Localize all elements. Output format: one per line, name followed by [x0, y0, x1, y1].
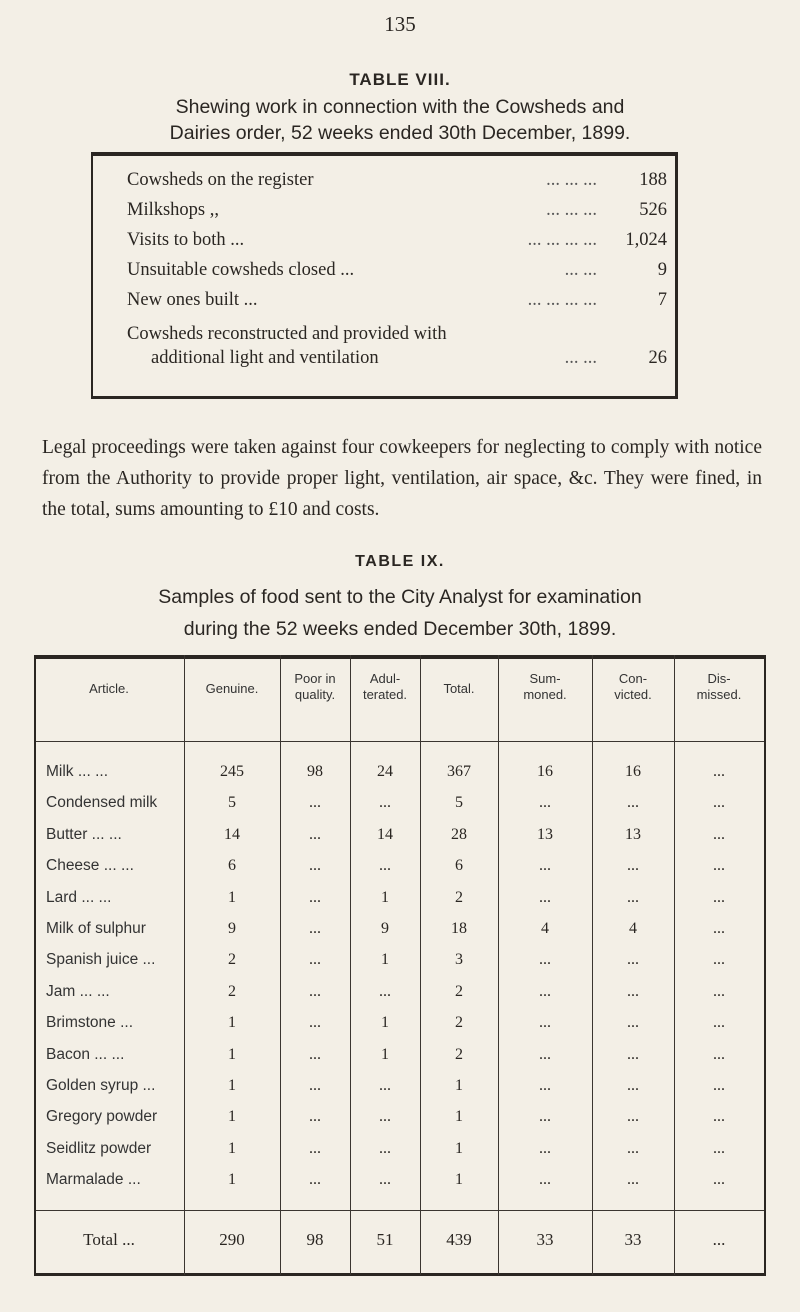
- table-cell-poor-in-quality: ...: [309, 1045, 321, 1063]
- table-cell-convicted: 4: [629, 920, 637, 937]
- table-cell-total: 3: [455, 951, 463, 969]
- table-cell-article: Brimstone ...: [46, 1014, 133, 1032]
- table8-row: [127, 230, 667, 251]
- total-cell-dismissed: ...: [712, 1230, 726, 1249]
- table-cell-summoned: ...: [539, 794, 551, 812]
- table-cell-adulterated: 1: [381, 888, 389, 906]
- table8-row: [127, 200, 667, 221]
- table-cell-adulterated: 1: [381, 951, 389, 969]
- table-cell-convicted: ...: [627, 1045, 639, 1063]
- table-cell-total: 1: [455, 1108, 463, 1126]
- row-value: 188: [639, 170, 667, 190]
- table-edge-right: [764, 655, 766, 1275]
- table-cell-summoned: ...: [539, 1077, 551, 1094]
- table8-row: [127, 290, 667, 311]
- table-cell-adulterated: ...: [379, 1171, 391, 1189]
- table-cell-summoned: ...: [539, 1045, 551, 1063]
- table-rule-total: [34, 1210, 766, 1211]
- table-cell-total: 1: [455, 1139, 463, 1157]
- table-cell-summoned: ...: [539, 857, 551, 875]
- table-cell-summoned: ...: [539, 982, 551, 1000]
- table-rule-bottom: [34, 1273, 766, 1276]
- table-cell-poor-in-quality: ...: [309, 888, 321, 906]
- table-cell-adulterated: ...: [379, 857, 391, 875]
- row-label: Cowsheds reconstructed and provided with: [127, 324, 447, 344]
- table-cell-poor-in-quality: 98: [307, 763, 323, 780]
- table-cell-article: Jam ... ...: [46, 982, 110, 1000]
- table-cell-total: 2: [455, 982, 463, 1000]
- table-cell-total: 5: [455, 794, 463, 812]
- table-cell-dismissed: ...: [713, 982, 725, 1000]
- table-cell-total: 18: [451, 920, 467, 937]
- table-cell-poor-in-quality: ...: [309, 951, 321, 969]
- table8-label: TABLE VIII.: [349, 70, 451, 89]
- table-cell-genuine: 14: [224, 825, 240, 843]
- table-cell-total: 6: [455, 857, 463, 875]
- table9-grid: [34, 655, 766, 1277]
- column-header-poor-in-quality: Poor in quality.: [294, 671, 336, 702]
- table-cell-adulterated: 24: [377, 763, 393, 780]
- table-cell-adulterated: 1: [381, 1014, 389, 1032]
- table8-title-line1: Shewing work in connection with the Cowsheds and: [175, 96, 625, 118]
- table-cell-adulterated: 1: [381, 1045, 389, 1063]
- table-cell-summoned: ...: [539, 1139, 551, 1157]
- table-cell-convicted: ...: [627, 982, 639, 1000]
- table-cell-article: Cheese ... ...: [46, 857, 134, 875]
- table-cell-genuine: 1: [228, 1171, 236, 1189]
- table-cell-genuine: 1: [228, 1045, 236, 1063]
- column-header-adulterated: Adul- terated.: [362, 671, 408, 702]
- table-cell-genuine: 1: [228, 1077, 236, 1094]
- total-cell-adulterated: 51: [376, 1230, 394, 1249]
- row-dots: ... ... ... ...: [527, 290, 597, 310]
- table9-title-line2: during the 52 weeks ended December 30th, 1899.: [183, 618, 617, 640]
- table-cell-article: Butter ... ...: [46, 825, 122, 843]
- table-cell-article: Spanish juice ...: [46, 951, 156, 969]
- table-cell-dismissed: ...: [713, 825, 725, 843]
- total-cell-summoned: 33: [536, 1230, 554, 1249]
- total-cell-article: Total ...: [83, 1230, 135, 1249]
- table-cell-dismissed: ...: [713, 1108, 725, 1126]
- table-cell-article: Bacon ... ...: [46, 1045, 125, 1063]
- table-cell-convicted: ...: [627, 1077, 639, 1094]
- table-cell-poor-in-quality: ...: [309, 920, 321, 937]
- column-header-convicted: Con- victed.: [614, 671, 652, 702]
- table-cell-total: 2: [455, 1014, 463, 1032]
- table-cell-summoned: 4: [541, 920, 549, 937]
- row-dots: ... ... ...: [546, 200, 597, 220]
- total-cell-poor-in-quality: 98: [306, 1230, 324, 1249]
- table-cell-poor-in-quality: ...: [309, 982, 321, 1000]
- row-value: 26: [648, 348, 667, 368]
- table-cell-genuine: 1: [228, 888, 236, 906]
- table-cell-summoned: ...: [539, 1108, 551, 1126]
- table-cell-article: Condensed milk: [46, 794, 158, 812]
- row-label: Visits to both ...: [127, 230, 245, 250]
- table-cell-poor-in-quality: ...: [309, 1108, 321, 1126]
- table8-title: [0, 94, 800, 146]
- table-cell-dismissed: ...: [713, 1077, 725, 1094]
- table-cell-genuine: 5: [228, 794, 236, 812]
- table-cell-poor-in-quality: ...: [309, 1014, 321, 1032]
- column-header-article: Article.: [89, 681, 129, 696]
- table8-row: [127, 260, 667, 281]
- table-cell-summoned: 13: [537, 825, 553, 843]
- table9-title-line1: Samples of food sent to the City Analyst for examination: [158, 586, 642, 608]
- table-cell-total: 2: [455, 1045, 463, 1063]
- table-cell-poor-in-quality: ...: [309, 794, 321, 812]
- table-cell-adulterated: 14: [377, 825, 393, 843]
- table-cell-genuine: 2: [228, 951, 236, 969]
- table-edge-left: [34, 655, 36, 1275]
- row-label: Unsuitable cowsheds closed ...: [127, 260, 355, 280]
- table-cell-poor-in-quality: ...: [309, 1139, 321, 1157]
- table-cell-convicted: ...: [627, 888, 639, 906]
- table-cell-total: 28: [451, 825, 467, 843]
- row-dots: ... ... ... ...: [527, 230, 597, 250]
- table-cell-dismissed: ...: [713, 888, 725, 906]
- column-header-genuine: Genuine.: [205, 681, 259, 696]
- table-cell-adulterated: ...: [379, 1108, 391, 1126]
- table-cell-dismissed: ...: [713, 857, 725, 875]
- row-value: [603, 324, 667, 345]
- table8-row: [127, 170, 667, 191]
- table-cell-article: Milk ... ...: [46, 763, 108, 780]
- table-cell-dismissed: ...: [713, 763, 725, 780]
- table-cell-adulterated: ...: [379, 982, 391, 1000]
- table-cell-dismissed: ...: [713, 794, 725, 812]
- table8-box: [91, 152, 678, 399]
- table-cell-convicted: 13: [625, 825, 641, 843]
- total-cell-total: 439: [446, 1230, 472, 1249]
- table-cell-convicted: ...: [627, 857, 639, 875]
- table-cell-convicted: ...: [627, 1139, 639, 1157]
- table-cell-adulterated: ...: [379, 794, 391, 812]
- table-cell-dismissed: ...: [713, 1045, 725, 1063]
- table-cell-adulterated: 9: [381, 920, 389, 937]
- table-cell-total: 1: [455, 1171, 463, 1189]
- table-cell-genuine: 1: [228, 1139, 236, 1157]
- table-cell-genuine: 2: [228, 982, 236, 1000]
- table-cell-dismissed: ...: [713, 1139, 725, 1157]
- column-header-summoned: Sum- moned.: [523, 671, 567, 702]
- table-cell-convicted: 16: [625, 763, 641, 780]
- page-number: 135: [384, 12, 416, 36]
- row-value: 7: [657, 290, 667, 310]
- row-label: New ones built ...: [127, 290, 258, 310]
- table-cell-article: Seidlitz powder: [46, 1139, 152, 1157]
- table-cell-dismissed: ...: [713, 951, 725, 969]
- row-value: 9: [657, 260, 667, 280]
- table-cell-genuine: 6: [228, 857, 236, 875]
- column-header-total: Total.: [443, 681, 475, 696]
- table-cell-genuine: 9: [228, 920, 236, 937]
- column-header-dismissed: Dis- missed.: [696, 671, 742, 702]
- table-cell-total: 2: [455, 888, 463, 906]
- row-label: Milkshops ,,: [127, 200, 220, 220]
- table-cell-summoned: ...: [539, 951, 551, 969]
- table-cell-adulterated: ...: [379, 1139, 391, 1157]
- table-cell-article: Lard ... ...: [46, 888, 112, 906]
- row-value: 526: [639, 200, 667, 220]
- table-cell-adulterated: ...: [379, 1077, 391, 1094]
- row-dots: ... ...: [564, 260, 597, 280]
- table-cell-genuine: 1: [228, 1108, 236, 1126]
- table8-row: [151, 348, 667, 369]
- table-cell-dismissed: ...: [713, 920, 725, 937]
- table-cell-convicted: ...: [627, 951, 639, 969]
- table-cell-total: 1: [455, 1077, 463, 1094]
- row-dots: ... ...: [564, 348, 597, 368]
- table-cell-genuine: 1: [228, 1014, 236, 1032]
- table-cell-dismissed: ...: [713, 1014, 725, 1032]
- table-cell-summoned: ...: [539, 1014, 551, 1032]
- table9-title: [0, 581, 800, 645]
- table-cell-article: Marmalade ...: [46, 1171, 141, 1189]
- row-value: 1,024: [625, 230, 667, 250]
- table-cell-poor-in-quality: ...: [309, 825, 321, 843]
- table-cell-summoned: 16: [537, 763, 553, 780]
- table8-row: [127, 324, 667, 345]
- table-cell-dismissed: ...: [713, 1171, 725, 1189]
- row-label: Cowsheds on the register: [127, 170, 314, 190]
- table-cell-convicted: ...: [627, 794, 639, 812]
- legal-proceedings-paragraph: Legal proceedings were taken against four cowkeepers for neglecting to comply with notice from the Authority to provide proper light, ventilation, air space, &c. They were fined, in the total, sums amounting to £10 and costs.: [42, 437, 762, 520]
- table-cell-poor-in-quality: ...: [309, 1171, 321, 1189]
- table-cell-article: Golden syrup ...: [46, 1077, 156, 1094]
- table-cell-summoned: ...: [539, 1171, 551, 1189]
- table8-title-line2: Dairies order, 52 weeks ended 30th December, 1899.: [169, 122, 631, 144]
- table-cell-genuine: 245: [220, 763, 244, 780]
- table-cell-convicted: ...: [627, 1014, 639, 1032]
- table-cell-poor-in-quality: ...: [309, 1077, 321, 1094]
- table-cell-convicted: ...: [627, 1171, 639, 1189]
- table-cell-convicted: ...: [627, 1108, 639, 1126]
- row-dots: ... ... ...: [546, 170, 597, 190]
- table-cell-total: 367: [447, 763, 471, 780]
- table-cell-article: Gregory powder: [46, 1108, 158, 1126]
- row-label: additional light and ventilation: [151, 348, 379, 368]
- table-cell-article: Milk of sulphur: [46, 920, 146, 937]
- table-rule-top: [34, 655, 766, 659]
- total-cell-genuine: 290: [219, 1230, 245, 1249]
- table-rule-header: [34, 741, 766, 742]
- table-cell-summoned: ...: [539, 888, 551, 906]
- total-cell-convicted: 33: [624, 1230, 642, 1249]
- table9-label: TABLE IX.: [355, 553, 445, 570]
- table-cell-poor-in-quality: ...: [309, 857, 321, 875]
